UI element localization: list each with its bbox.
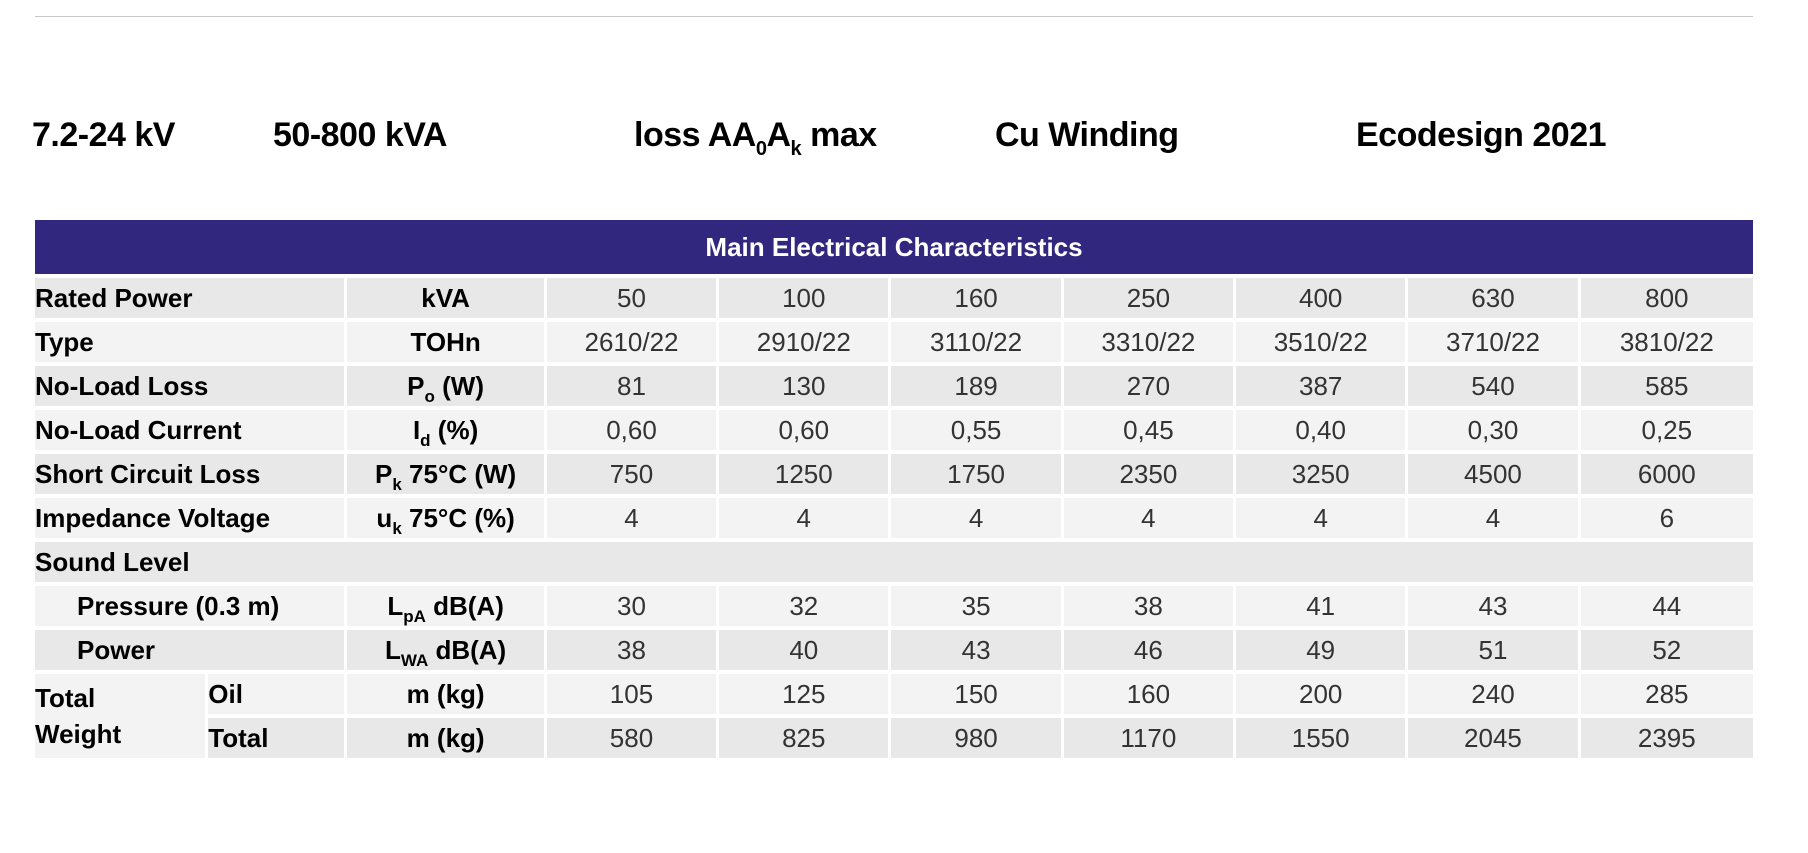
cell-value: 3710/22 [1408,322,1580,366]
row-type [35,322,1753,366]
row-label: Oil [208,674,347,718]
cell-value: 160 [891,278,1063,322]
cell-value: 105 [547,674,719,718]
cell-value: 4 [891,498,1063,542]
unit-subscript: WA [400,650,429,670]
cell-value: 49 [1236,630,1408,674]
unit-symbol: u [376,502,393,533]
unit-symbol: P [374,458,393,489]
row-label: Power [35,630,347,674]
row-unit [347,630,547,674]
cell-value: 130 [719,366,891,410]
table-title: Main Electrical Characteristics [35,220,1753,278]
section-label: Sound Level [35,542,1753,586]
loss-sub-k: k [790,138,802,160]
row-unit [347,366,547,410]
cell-value: 52 [1581,630,1753,674]
cell-value: 30 [547,586,719,630]
cell-value: 32 [719,586,891,630]
loss-suffix: max [801,116,877,154]
cell-value: 1750 [891,454,1063,498]
cell-value: 38 [1064,586,1236,630]
cell-value: 2910/22 [719,322,891,366]
row-label: Impedance Voltage [35,498,347,542]
loss-sub-0: 0 [755,138,767,160]
cell-value: 0,45 [1064,410,1236,454]
row-sound-level [35,542,1753,586]
cell-value: 81 [547,366,719,410]
cell-value: 400 [1236,278,1408,322]
unit-symbol: P [407,370,425,401]
cell-value: 38 [547,630,719,674]
electrical-characteristics-table [35,220,1753,762]
unit-subscript: pA [403,606,426,626]
cell-value: 160 [1064,674,1236,718]
cell-value: 43 [891,630,1063,674]
cell-value: 1550 [1236,718,1408,762]
cell-value: 40 [719,630,891,674]
unit-subscript: k [392,518,402,538]
row-impedance-voltage [35,498,1753,542]
cell-value: 1250 [719,454,891,498]
winding-heading: Cu Winding [995,116,1179,154]
cell-value: 585 [1581,366,1753,410]
cell-value: 0,55 [891,410,1063,454]
cell-value: 0,25 [1581,410,1753,454]
row-unit [347,498,547,542]
cell-value: 2350 [1064,454,1236,498]
cell-value: 35 [891,586,1063,630]
cell-value: 51 [1408,630,1580,674]
total-weight-line1: Total [35,683,96,713]
voltage-heading: 7.2-24 kV [32,116,175,154]
cell-value: 4500 [1408,454,1580,498]
total-weight-label [35,674,208,762]
row-label: No-Load Current [35,410,347,454]
row-rated-power [35,278,1753,322]
cell-value: 44 [1581,586,1753,630]
cell-value: 270 [1064,366,1236,410]
unit-rest: 75°C (%) [401,502,515,533]
cell-value: 6000 [1581,454,1753,498]
row-no-load-loss [35,366,1753,410]
cell-value: 3310/22 [1064,322,1236,366]
unit-symbol: I [412,414,421,445]
unit-symbol: L [387,590,404,621]
row-label: No-Load Loss [35,366,347,410]
row-short-circuit-loss [35,454,1753,498]
unit-rest: dB(A) [428,634,507,665]
row-total-weight [35,718,1753,762]
row-unit: m (kg) [347,718,547,762]
row-label: Type [35,322,347,366]
cell-value: 46 [1064,630,1236,674]
top-rule [35,16,1753,17]
cell-value: 4 [1236,498,1408,542]
row-no-load-current [35,410,1753,454]
cell-value: 240 [1408,674,1580,718]
row-unit [347,410,547,454]
cell-value: 43 [1408,586,1580,630]
cell-value: 200 [1236,674,1408,718]
row-power [35,630,1753,674]
cell-value: 1170 [1064,718,1236,762]
loss-prefix: loss AA [634,116,756,154]
cell-value: 0,60 [547,410,719,454]
power-range-heading: 50-800 kVA [273,116,447,154]
total-weight-line2: Weight [35,719,122,749]
loss-mid: A [766,116,791,154]
unit-rest: dB(A) [425,590,504,621]
cell-value: 580 [547,718,719,762]
cell-value: 630 [1408,278,1580,322]
cell-value: 100 [719,278,891,322]
cell-value: 4 [1408,498,1580,542]
cell-value: 4 [1064,498,1236,542]
unit-rest: 75°C (W) [401,458,517,489]
cell-value: 125 [719,674,891,718]
row-label: Pressure (0.3 m) [35,586,347,630]
cell-value: 750 [547,454,719,498]
unit-subscript: o [424,386,435,406]
cell-value: 540 [1408,366,1580,410]
unit-rest: (%) [430,414,479,445]
row-label: Total [208,718,347,762]
cell-value: 800 [1581,278,1753,322]
unit-symbol: L [384,634,401,665]
cell-value: 0,60 [719,410,891,454]
cell-value: 825 [719,718,891,762]
cell-value: 2610/22 [547,322,719,366]
cell-value: 3510/22 [1236,322,1408,366]
cell-value: 2395 [1581,718,1753,762]
row-label: Rated Power [35,278,347,322]
unit-rest: (W) [434,370,484,401]
standard-heading: Ecodesign 2021 [1356,116,1607,154]
cell-value: 0,40 [1236,410,1408,454]
cell-value: 387 [1236,366,1408,410]
cell-value: 250 [1064,278,1236,322]
row-oil-weight [35,674,1753,718]
cell-value: 980 [891,718,1063,762]
row-label: Short Circuit Loss [35,454,347,498]
cell-value: 0,30 [1408,410,1580,454]
cell-value: 3110/22 [891,322,1063,366]
row-unit: kVA [347,278,547,322]
row-unit [347,586,547,630]
cell-value: 3810/22 [1581,322,1753,366]
cell-value: 41 [1236,586,1408,630]
cell-value: 4 [719,498,891,542]
loss-class-heading [634,116,877,160]
cell-value: 2045 [1408,718,1580,762]
row-unit [347,454,547,498]
cell-value: 50 [547,278,719,322]
row-pressure [35,586,1753,630]
cell-value: 285 [1581,674,1753,718]
cell-value: 3250 [1236,454,1408,498]
unit-subscript: d [420,430,431,450]
cell-value: 6 [1581,498,1753,542]
cell-value: 189 [891,366,1063,410]
cell-value: 4 [547,498,719,542]
row-unit: TOHn [347,322,547,366]
unit-subscript: k [392,474,402,494]
row-unit: m (kg) [347,674,547,718]
cell-value: 150 [891,674,1063,718]
